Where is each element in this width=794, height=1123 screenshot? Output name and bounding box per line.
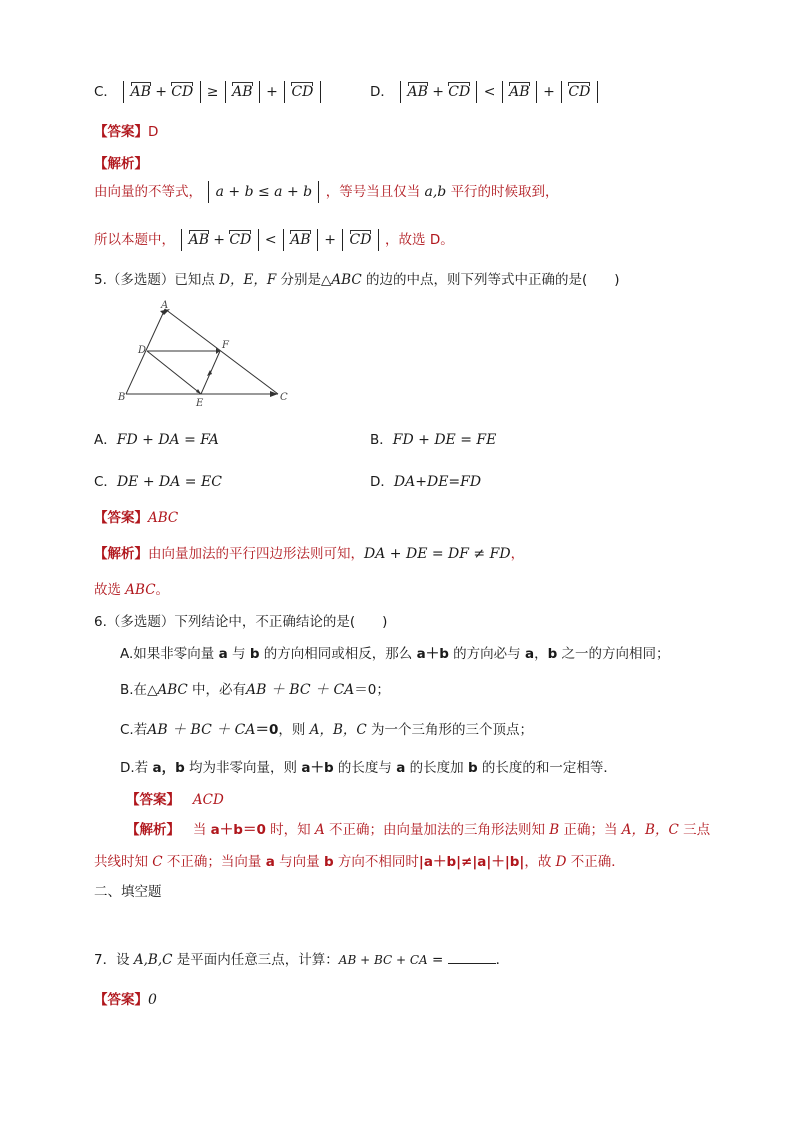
text: 的长度与 bbox=[333, 760, 397, 776]
q6-stem: 6.（多选题）下列结论中，不正确结论的是( ) bbox=[94, 614, 388, 630]
answer-blank[interactable] bbox=[448, 951, 496, 964]
vector-b: b bbox=[547, 646, 558, 662]
text: 中，必有 bbox=[187, 682, 246, 698]
text: 与向量 bbox=[274, 854, 324, 870]
q4-answer bbox=[94, 120, 158, 140]
text: 当 bbox=[192, 822, 211, 838]
answer-tag: 【答案】 bbox=[94, 124, 148, 140]
abs-bar bbox=[259, 81, 260, 103]
text: 为一个三角形的三个顶点； bbox=[366, 722, 533, 738]
q4-option-c bbox=[94, 80, 323, 103]
vector-ab: AB bbox=[290, 232, 311, 248]
abs-bar bbox=[225, 81, 226, 103]
answer-tag: 【答案】 bbox=[94, 510, 148, 526]
text: 共线时知 bbox=[94, 854, 153, 870]
q4-analysis-tag: 【解析】 bbox=[94, 156, 148, 172]
abs-bar bbox=[378, 229, 379, 251]
plus-sign: + bbox=[432, 84, 444, 100]
vectors-ab: a,b bbox=[424, 184, 447, 200]
abs-bar bbox=[320, 81, 321, 103]
text: 7．设 bbox=[94, 952, 134, 968]
q6-option-b bbox=[120, 678, 390, 699]
text: 的长度加 bbox=[405, 760, 468, 776]
vector-cd: CD bbox=[229, 232, 252, 248]
option-label: D． bbox=[370, 84, 394, 100]
q5-option-d bbox=[370, 470, 481, 490]
q5-option-c bbox=[94, 470, 222, 490]
plus-sign: + bbox=[213, 232, 226, 248]
text: 不正确． bbox=[566, 854, 625, 870]
label-b: B bbox=[118, 392, 126, 403]
abs-bar bbox=[317, 229, 318, 251]
text: 是平面内任意三点，计算： bbox=[172, 952, 339, 968]
vector-sum-expr: AB ＋ BC ＋ CA bbox=[147, 722, 256, 738]
answer-value: ABC bbox=[148, 510, 179, 526]
text: 之一的方向相同； bbox=[557, 646, 670, 662]
relation-sign: < bbox=[264, 232, 277, 248]
label-a: A bbox=[161, 300, 169, 311]
text: ，则 bbox=[278, 722, 310, 738]
abs-bar bbox=[502, 81, 503, 103]
option-expr: FD + DE = FE bbox=[392, 432, 497, 448]
analysis-expr: DA + DE = DF ≠ FD bbox=[364, 546, 511, 562]
text: ， bbox=[510, 546, 525, 562]
triangle-abc: △ABC bbox=[147, 682, 188, 698]
vector-ab: AB bbox=[509, 84, 530, 100]
abs-bar bbox=[400, 81, 401, 103]
q5-conclusion bbox=[94, 578, 169, 598]
option-label: C． bbox=[94, 474, 117, 490]
vector-ab: AB bbox=[407, 84, 428, 100]
abs-bar bbox=[258, 229, 259, 251]
vectors-ab: a，b bbox=[152, 760, 185, 776]
text: 由向量的不等式， bbox=[94, 184, 202, 200]
vector-cd: CD bbox=[171, 84, 194, 100]
arrow-to-e bbox=[196, 389, 201, 394]
arrow-to-c bbox=[270, 391, 278, 397]
vector-sum-expr: AB + BC + CA bbox=[338, 953, 428, 967]
triangle-abc: △ABC bbox=[321, 272, 362, 288]
vector-a: a bbox=[396, 760, 406, 776]
q7-stem bbox=[94, 948, 509, 968]
q6-analysis-line1 bbox=[126, 818, 710, 838]
q6-answer bbox=[126, 788, 224, 808]
plus-sign: + bbox=[324, 232, 336, 248]
q4-analysis-line1 bbox=[94, 180, 559, 203]
answer-value: ABC bbox=[125, 582, 156, 598]
equals: = bbox=[427, 952, 448, 968]
relation-sign: ≥ bbox=[206, 84, 219, 100]
text: ，故选 D。 bbox=[385, 232, 454, 248]
vector-b: b bbox=[467, 760, 478, 776]
zero-vector: ＝0 bbox=[255, 722, 279, 738]
text: 时，知 bbox=[265, 822, 315, 838]
vector-sum: a＋b bbox=[416, 646, 449, 662]
inequality-expr: |a＋b|≠|a|＋|b| bbox=[418, 854, 525, 870]
text: 正确；当 bbox=[559, 822, 622, 838]
q7-answer bbox=[94, 988, 157, 1008]
q5-analysis bbox=[94, 542, 524, 562]
label-e: E bbox=[196, 398, 204, 408]
relation-sign: < bbox=[483, 84, 496, 100]
answer-value: ACD bbox=[192, 792, 224, 808]
abs-bar bbox=[597, 81, 598, 103]
inequality-formula: a + b ≤ a + b bbox=[215, 184, 313, 200]
points-abc: A，B，C bbox=[309, 722, 367, 738]
answer-value: 0 bbox=[148, 992, 157, 1008]
option-expr: DA+DE=FD bbox=[393, 474, 482, 490]
plus-sign: + bbox=[266, 84, 278, 100]
option-ref: D bbox=[555, 854, 567, 870]
answer-tag: 【答案】 bbox=[94, 992, 148, 1008]
abs-bar bbox=[283, 229, 284, 251]
option-label: B． bbox=[370, 432, 393, 448]
text: 故选 bbox=[94, 582, 126, 598]
vector-a: a bbox=[218, 646, 228, 662]
text: A.如果非零向量 bbox=[120, 646, 219, 662]
q5-option-b bbox=[370, 428, 496, 448]
label-f: F bbox=[222, 340, 229, 351]
text: ＝0； bbox=[354, 682, 390, 698]
vector-b: b bbox=[323, 854, 334, 870]
text: ． bbox=[495, 952, 510, 968]
condition-expr: a＋b＝0 bbox=[210, 822, 266, 838]
option-label: C． bbox=[94, 84, 117, 100]
text: 不正确；由向量加法的三角形法则知 bbox=[324, 822, 550, 838]
label-d: D bbox=[138, 345, 147, 356]
vector-a: a bbox=[524, 646, 535, 662]
text: B.在 bbox=[120, 682, 148, 698]
vector-ab: AB bbox=[188, 232, 209, 248]
abs-bar bbox=[284, 81, 285, 103]
text: 的长度的和一定相等． bbox=[477, 760, 617, 776]
q6-analysis-line2 bbox=[94, 850, 625, 870]
answer-tag: 【答案】 bbox=[126, 792, 180, 808]
text: ， bbox=[534, 646, 548, 662]
text: 方向不相同时 bbox=[333, 854, 419, 870]
text: 的边的中点，则下列等式中正确的是( ) bbox=[361, 272, 620, 288]
q6-option-c bbox=[120, 718, 533, 739]
option-expr: DE + DA = EC bbox=[116, 474, 222, 490]
vector-sum: a＋b bbox=[301, 760, 334, 776]
option-ref: A bbox=[314, 822, 325, 838]
abs-bar bbox=[181, 229, 182, 251]
vector-cd: CD bbox=[349, 232, 372, 248]
text: 均为非零向量，则 bbox=[184, 760, 302, 776]
section-title: 二、填空题 bbox=[94, 884, 162, 900]
text: ，等号当且仅当 bbox=[325, 184, 421, 200]
vector-cd: CD bbox=[568, 84, 591, 100]
analysis-tag: 【解析】 bbox=[126, 822, 180, 838]
q5-option-a bbox=[94, 428, 219, 448]
text: 分别是 bbox=[276, 272, 322, 288]
abs-bar bbox=[536, 81, 537, 103]
abs-bar bbox=[561, 81, 562, 103]
text: 。 bbox=[155, 582, 170, 598]
text: 的方向必与 bbox=[448, 646, 525, 662]
answer-value: D bbox=[148, 124, 159, 140]
vector-ab: AB bbox=[130, 84, 151, 100]
q4-analysis-line2 bbox=[94, 228, 454, 251]
vector-b: b bbox=[249, 646, 260, 662]
text: D.若 bbox=[120, 760, 153, 776]
q5-stem bbox=[94, 268, 619, 288]
plus-sign: + bbox=[155, 84, 167, 100]
points-abc: A，B，C bbox=[621, 822, 679, 838]
triangle-figure bbox=[110, 298, 300, 408]
abs-bar bbox=[123, 81, 124, 103]
abs-bar bbox=[476, 81, 477, 103]
vector-sum-expr: AB ＋ BC ＋ CA bbox=[246, 682, 355, 698]
text: 所以本题中， bbox=[94, 232, 175, 248]
vector-ab: AB bbox=[232, 84, 253, 100]
vector-cd: CD bbox=[291, 84, 314, 100]
abs-bar bbox=[200, 81, 201, 103]
q6-option-a bbox=[120, 642, 670, 662]
q5-answer bbox=[94, 506, 178, 526]
vector-a: a bbox=[265, 854, 275, 870]
vector-cd: CD bbox=[448, 84, 471, 100]
text: 的方向相同或相反，那么 bbox=[259, 646, 417, 662]
plus-sign: + bbox=[543, 84, 555, 100]
option-ref: C bbox=[152, 854, 163, 870]
label-c: C bbox=[280, 392, 288, 403]
text: 5.（多选题）已知点 bbox=[94, 272, 220, 288]
text: 平行的时候取到， bbox=[450, 184, 559, 200]
q6-option-d bbox=[120, 756, 617, 776]
text: 三点 bbox=[678, 822, 711, 838]
option-label: A． bbox=[94, 432, 117, 448]
text: C.若 bbox=[120, 722, 148, 738]
points-def: D，E，F bbox=[219, 272, 277, 288]
abs-bar bbox=[342, 229, 343, 251]
option-label: D． bbox=[370, 474, 394, 490]
text: ，故 bbox=[524, 854, 556, 870]
analysis-tag: 【解析】 bbox=[94, 546, 148, 562]
text: 与 bbox=[227, 646, 250, 662]
q4-option-d bbox=[370, 80, 600, 103]
option-ref: B bbox=[549, 822, 560, 838]
text: 不正确；当向量 bbox=[162, 854, 266, 870]
segment-de bbox=[147, 351, 201, 394]
text: 由向量加法的平行四边形法则可知， bbox=[148, 546, 364, 562]
abs-bar bbox=[208, 181, 209, 203]
abs-bar bbox=[318, 181, 319, 203]
points-abc: A,B,C bbox=[133, 952, 173, 968]
option-expr: FD + DA = FA bbox=[116, 432, 219, 448]
